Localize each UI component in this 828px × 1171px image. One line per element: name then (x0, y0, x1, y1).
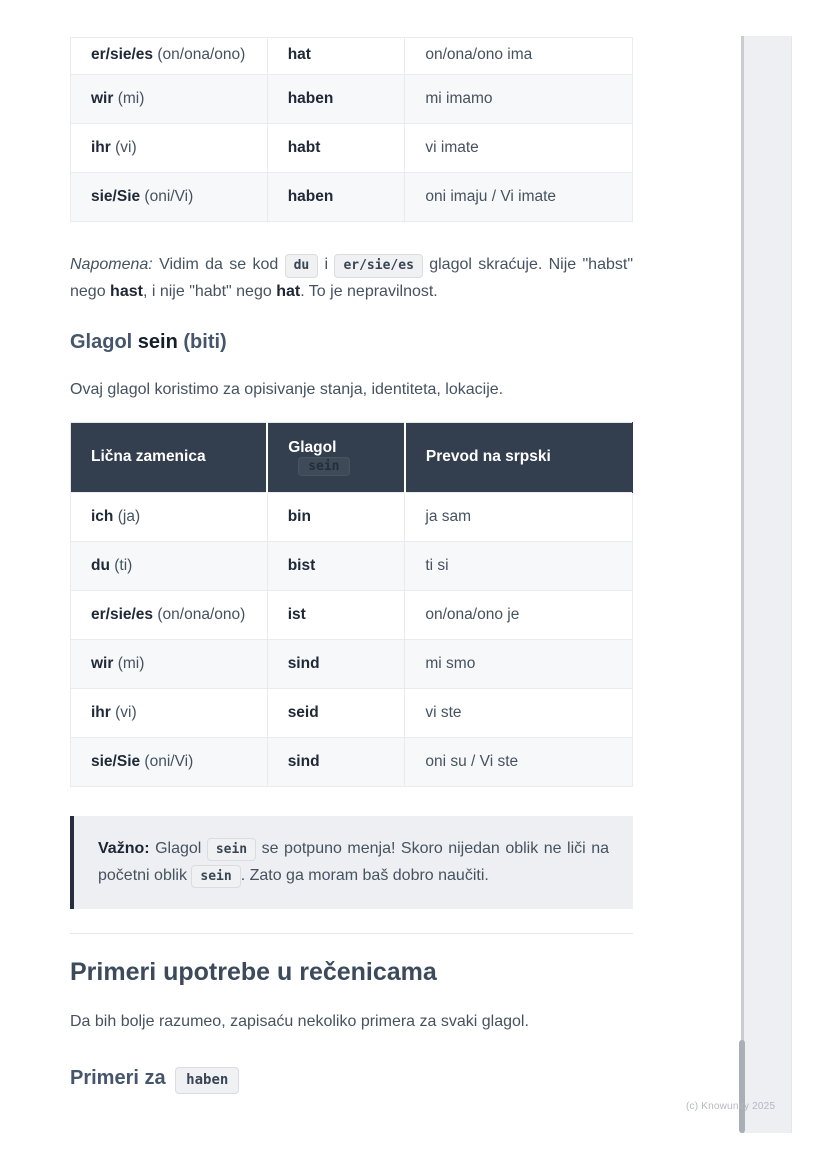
pronoun-note: (on/ona/ono) (153, 46, 246, 63)
callout-text: . Zato ga moram baš dobro naučiti. (240, 866, 489, 884)
pronoun-note: (oni/Vi) (140, 752, 194, 770)
pronoun-cell (71, 124, 268, 173)
header-cell-translation: Prevod na srpski (405, 422, 633, 492)
inline-code-chip: sein (191, 865, 240, 889)
pronoun-cell (71, 639, 268, 688)
pronoun-note: (ti) (109, 556, 133, 574)
heading-text: Glagol (70, 330, 138, 353)
verb-cell: hat (267, 38, 405, 75)
inline-code-chip: haben (175, 1067, 239, 1094)
table-header-row (71, 422, 633, 492)
pronoun-cell (71, 688, 268, 737)
pronoun-text: du (91, 556, 110, 574)
pronoun-note: (mi) (113, 654, 145, 672)
pronoun-cell (71, 75, 268, 124)
verb-cell: sind (267, 639, 405, 688)
pronoun-text: er/sie/es (91, 46, 154, 63)
verb-cell: sind (267, 737, 405, 786)
pronoun-cell (71, 590, 268, 639)
translation-cell: ja sam (405, 492, 633, 541)
header-cell-pronoun: Lična zamenica (71, 422, 268, 492)
pronoun-text: ihr (91, 139, 111, 156)
translation-cell: vi ste (405, 688, 633, 737)
section-divider (70, 933, 633, 934)
pronoun-cell (71, 173, 268, 222)
pronoun-note: (mi) (113, 90, 145, 107)
heading-strong: sein (137, 330, 178, 353)
verb-cell: seid (267, 688, 405, 737)
haben-table (70, 37, 633, 222)
table-row (71, 590, 633, 639)
note-bold: hat (276, 282, 301, 300)
content-column (70, 0, 633, 1094)
watermark: (c) Knowunity 2025 (686, 1101, 776, 1112)
pronoun-text: ich (91, 507, 114, 525)
table-row (71, 541, 633, 590)
table-row (71, 173, 633, 222)
pronoun-text: er/sie/es (91, 605, 154, 623)
inline-code-chip: du (285, 254, 319, 278)
sein-intro-paragraph: Ovaj glagol koristimo za opisivanje stanja, identiteta, lokacije. (70, 380, 504, 398)
callout-label: Važno: (98, 839, 150, 857)
translation-cell: on/ona/ono je (405, 590, 633, 639)
translation-cell: on/ona/ono ima (405, 38, 633, 75)
table-row (71, 688, 633, 737)
translation-cell: mi smo (405, 639, 633, 688)
note-label: Napomena (70, 256, 149, 273)
table-row (71, 38, 633, 75)
scrollbar-thumb[interactable] (739, 1040, 745, 1133)
callout-text: se potpuno menja! Skoro nijedan oblik ne liči na početni oblik (98, 839, 610, 884)
pronoun-note: (on/ona/ono) (153, 605, 246, 623)
heading-text: (biti) (177, 330, 227, 353)
verb-cell: haben (267, 173, 405, 222)
note-colon: : (148, 256, 160, 273)
pronoun-text: wir (91, 90, 114, 107)
note-text: Vidim da se kod (159, 256, 285, 273)
translation-cell: oni imaju / Vi imate (405, 173, 633, 222)
table-row (71, 492, 633, 541)
verb-cell: bin (267, 492, 405, 541)
verb-cell: bist (267, 541, 405, 590)
note-text: . To je nepravilnost. (300, 282, 438, 300)
pronoun-text: wir (91, 654, 114, 672)
translation-cell: mi imamo (405, 75, 633, 124)
pronoun-cell (71, 38, 268, 75)
pronoun-cell (71, 737, 268, 786)
verb-cell: haben (267, 75, 405, 124)
header-text: Glagol (288, 438, 337, 456)
inline-code-chip: sein (207, 838, 256, 862)
pronoun-text: sie/Sie (91, 188, 141, 205)
pronoun-note: (vi) (110, 139, 137, 156)
translation-cell: vi imate (405, 124, 633, 173)
pronoun-text: ihr (91, 703, 111, 721)
table-row (71, 639, 633, 688)
pronoun-note: (vi) (110, 703, 137, 721)
verb-cell: ist (267, 590, 405, 639)
heading-text: Primeri za (70, 1066, 172, 1089)
inline-code-chip: sein (298, 457, 349, 476)
verb-cell: habt (267, 124, 405, 173)
important-callout (70, 816, 633, 910)
pronoun-note: (oni/Vi) (140, 188, 194, 205)
pronoun-cell (71, 541, 268, 590)
header-cell-verb (267, 422, 405, 492)
translation-cell: oni su / Vi ste (405, 737, 633, 786)
scrollbar-track[interactable] (741, 36, 792, 1133)
examples-heading: Primeri upotrebe u rečenicama (70, 958, 437, 987)
pronoun-cell (71, 492, 268, 541)
note-text: glagol skraćuje. Nije "habst" nego (70, 256, 633, 300)
note-text: i (318, 256, 335, 273)
pronoun-note: (ja) (113, 507, 141, 525)
callout-text: Glagol (149, 839, 207, 857)
note-paragraph (70, 252, 633, 306)
translation-cell: ti si (405, 541, 633, 590)
table-row (71, 75, 633, 124)
table-row (71, 737, 633, 786)
examples-intro: Da bih bolje razumeo, zapisaću nekoliko primera za svaki glagol. (70, 1012, 529, 1030)
inline-code-chip: er/sie/es (334, 254, 422, 278)
haben-examples-heading (70, 1064, 633, 1094)
sein-table (70, 422, 633, 787)
sein-section-heading (70, 328, 633, 356)
note-bold: hast (110, 282, 143, 300)
pronoun-text: sie/Sie (91, 752, 141, 770)
table-row (71, 124, 633, 173)
note-text: , i nije "habt" nego (142, 282, 277, 300)
